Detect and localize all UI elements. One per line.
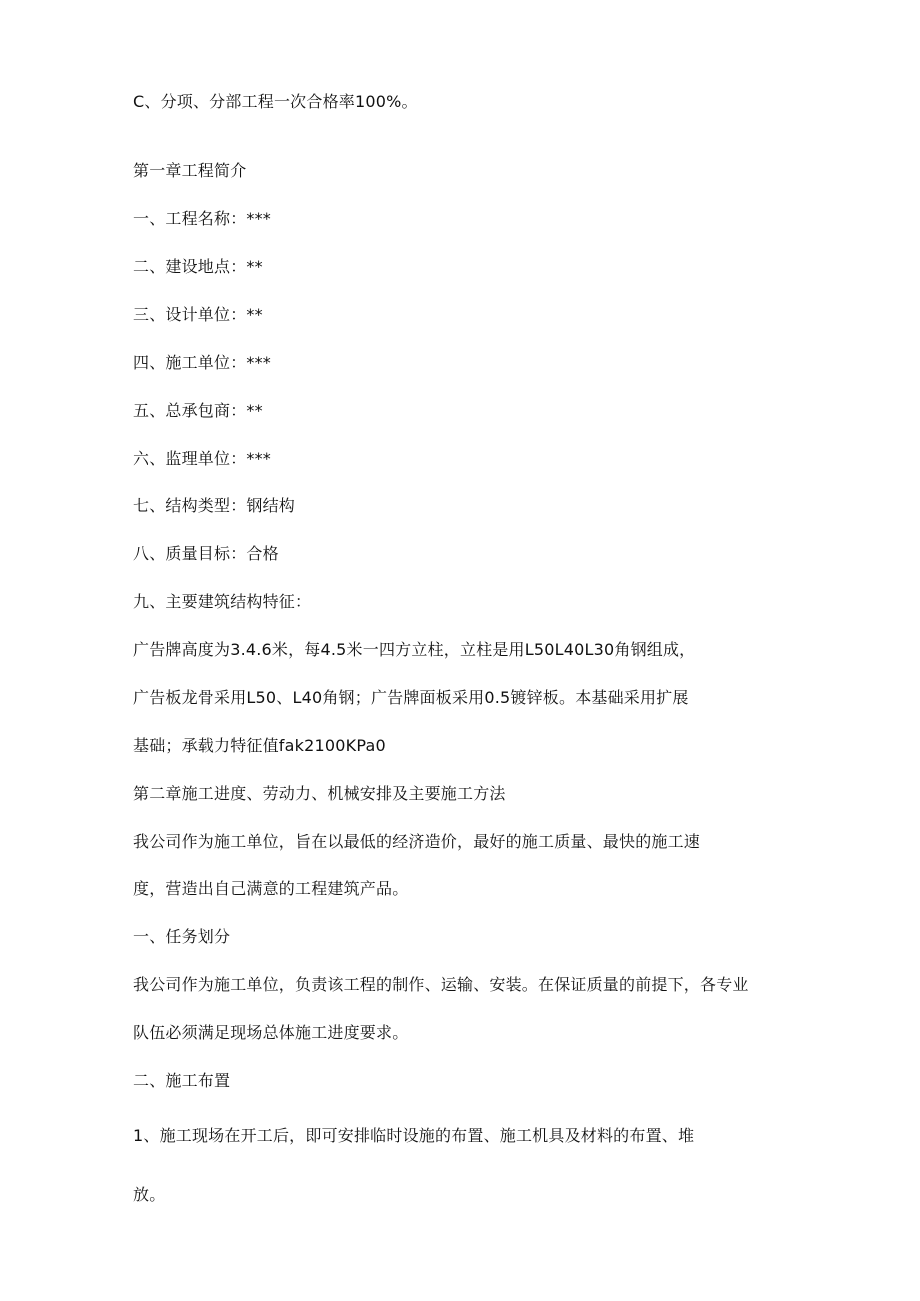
text-line: 六、监理单位：***	[133, 449, 272, 468]
text-line: 二、建设地点：**	[133, 257, 263, 276]
text-line: 放。	[133, 1185, 166, 1204]
section-heading: 二、施工布置	[133, 1071, 231, 1090]
text-line: 五、总承包商：**	[133, 401, 263, 420]
text-line: 我公司作为施工单位，旨在以最低的经济造价，最好的施工质量、最快的施工速	[133, 832, 701, 851]
text-line: 1、施工现场在开工后，即可安排临时设施的布置、施工机具及材料的布置、堆	[133, 1126, 695, 1145]
text-line: 七、结构类型：钢结构	[133, 496, 296, 515]
text-line: 四、施工单位：***	[133, 353, 272, 372]
text-line: 三、设计单位：**	[133, 305, 263, 324]
text-line: 八、质量目标：合格	[133, 544, 279, 563]
text-line: 九、主要建筑结构特征：	[133, 592, 312, 611]
text-line: C、分项、分部工程一次合格率100%。	[133, 92, 418, 111]
text-line: 基础；承载力特征值fak2100KPa0	[133, 736, 386, 755]
text-line: 广告牌高度为3.4.6米，每4.5米一四方立柱，立柱是用L50L40L30角钢组成，	[133, 640, 696, 659]
text-line: 度，营造出自己满意的工程建筑产品。	[133, 879, 409, 898]
text-line: 我公司作为施工单位，负责该工程的制作、运输、安装。在保证质量的前提下，各专业	[133, 975, 749, 994]
chapter-heading: 第一章工程简介	[133, 161, 247, 180]
text-line: 广告板龙骨采用L50、L40角钢；广告牌面板采用0.5镀锌板。本基础采用扩展	[133, 688, 689, 707]
text-line: 队伍必须满足现场总体施工进度要求。	[133, 1023, 409, 1042]
text-line: 一、工程名称：***	[133, 209, 272, 228]
chapter-heading: 第二章施工进度、劳动力、机械安排及主要施工方法	[133, 784, 506, 803]
section-heading: 一、任务划分	[133, 927, 231, 946]
